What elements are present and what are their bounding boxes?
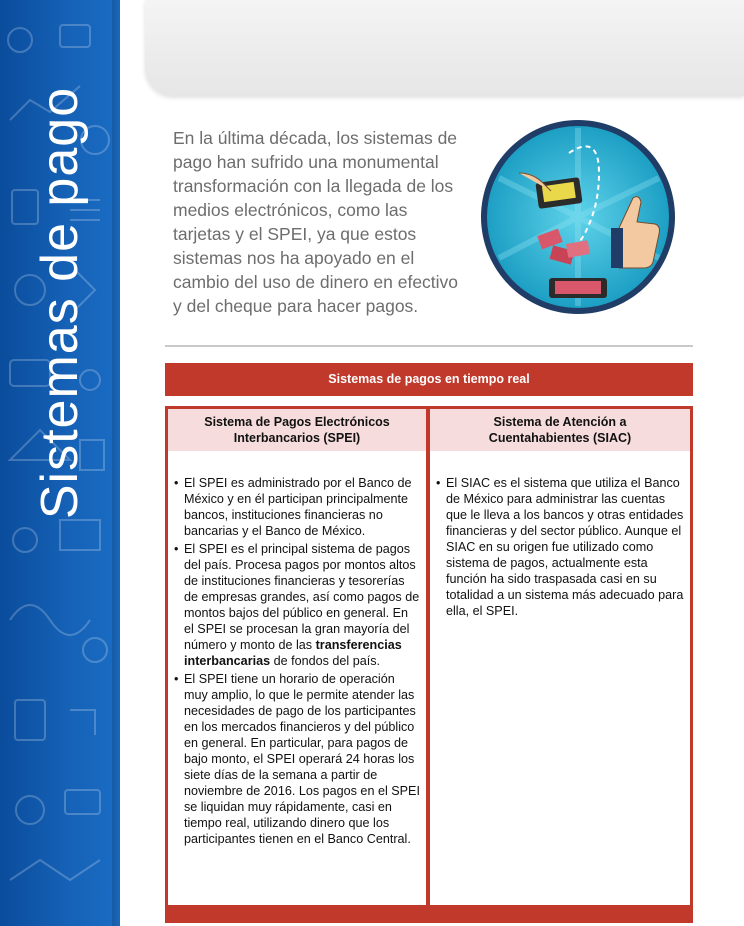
spei-bullet-3: • El SPEI tiene un horario de operación muy amplio, lo que le permite atender las necesidades de pago de los participantes en los mercados financieros y del público en general. En particular, para pagos de bajo monto, el SPEI operará 24 horas los siete días de la semana a partir de noviembre de 2016. Los pagos en el SPEI se liquidan muy rápidamente, casi en tiempo real, utilizando dinero que los participantes tienen en el Banco Central. <box>174 671 420 847</box>
spei-bullet-2 <box>174 541 420 669</box>
spei-bold-term: transferencias interbancarias <box>184 638 402 668</box>
comparison-table <box>165 406 693 906</box>
spei-bullet-2-tail: de fondos del país. <box>270 654 381 668</box>
spei-bullet-1: • El SPEI es administrado por el Banco de México y en él participan principalmente bancos, instituciones financieras no bancarias y el Banco de México. <box>174 475 420 539</box>
sidebar <box>0 0 120 926</box>
siac-bullet-1: • El SIAC es el sistema que utiliza el Banco de México para administrar las cuentas que le lleva a los bancos y otras entidades financieras y del sector público. Aunque el SIAC en su origen fue utilizado como sistema de pagos, actualmente esta función ha sido traspasada casi en su totalidad a un sistema más adecuado para ella, el SPEI. <box>436 475 684 619</box>
mobile-payment-illustration-icon <box>479 118 677 316</box>
siac-column <box>430 409 690 905</box>
table-footer-band <box>165 906 693 923</box>
spei-column <box>168 409 426 905</box>
spei-bullet-2-text: El SPEI es el principal sistema de pagos del país. Procesa pagos por montos altos de instituciones financieras y tesorerías de empresas grandes, así como pagos de montos bajos del público en general. En el SPEI se procesan la gran mayoría del número y monto de las <box>184 542 420 652</box>
siac-content <box>430 451 690 619</box>
spei-header: Sistema de Pagos Electrónicos Interbancarios (SPEI) <box>168 409 426 451</box>
top-banner <box>145 0 744 96</box>
table-title: Sistemas de pagos en tiempo real <box>165 363 693 396</box>
spei-content <box>168 451 426 847</box>
section-divider <box>165 345 693 347</box>
sidebar-title: Sistemas de pago <box>31 86 89 520</box>
intro-paragraph: En la última década, los sistemas de pago han sufrido una monumental transformación con la llegada de los medios electrónicos, como las tarjetas y el SPEI, ya que estos sistemas nos ha apoyado en el cambio del uso de dinero en efectivo y del cheque para hacer pagos. <box>173 128 459 316</box>
sidebar-edge <box>112 0 120 926</box>
siac-header: Sistema de Atención a Cuentahabientes (SIAC) <box>430 409 690 451</box>
